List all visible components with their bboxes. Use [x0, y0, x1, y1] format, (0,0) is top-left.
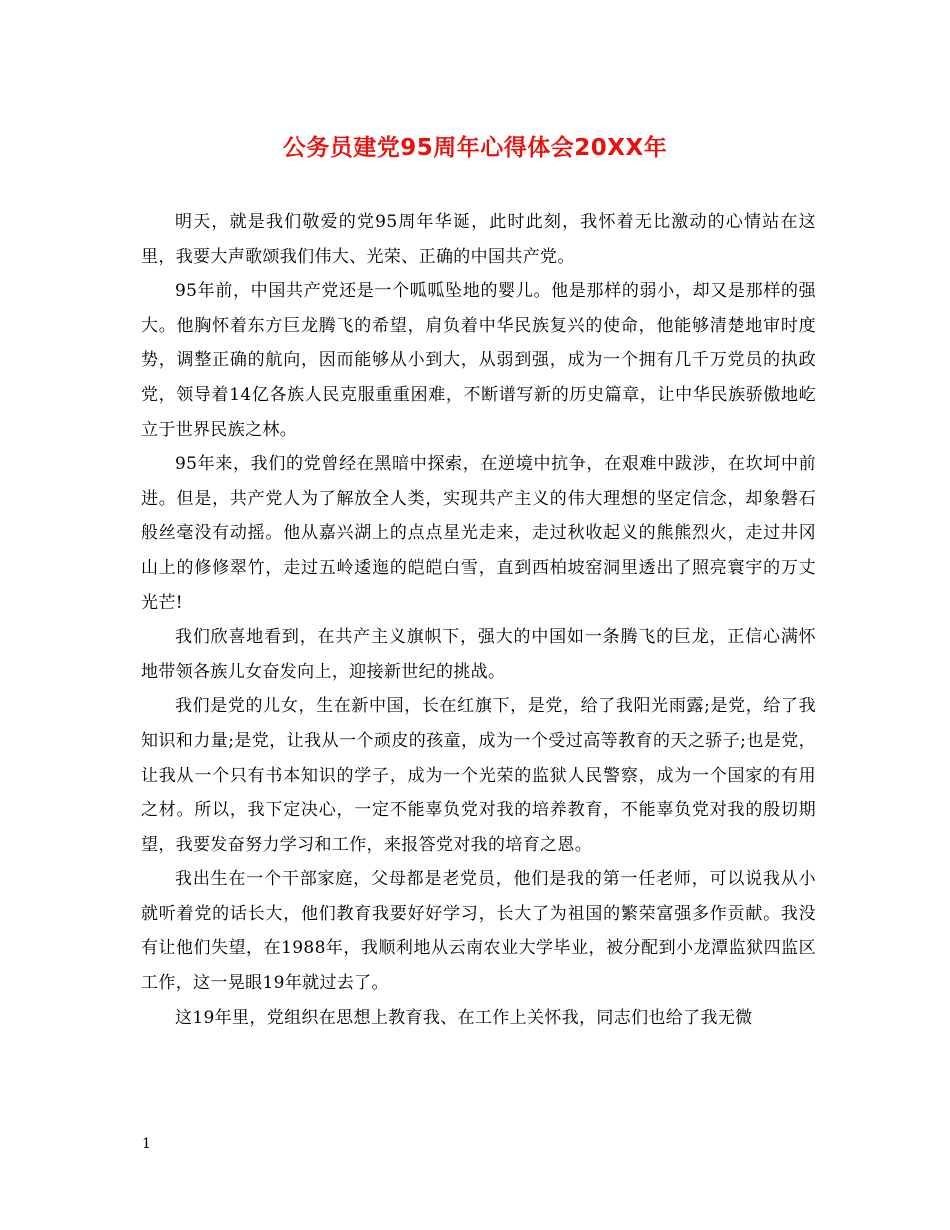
paragraph: 我们是党的儿女，生在新中国，长在红旗下，是党，给了我阳光雨露;是党，给了我知识和力量;是党，让我从一个顽皮的孩童，成为一个受过高等教育的天之骄子;也是党，让我从一个只有书本知识的学子，成为一个光荣的监狱人民警察，成为一个国家的有用之材。所以，我下定决心，一定不能辜负党对我的培养教育，不能辜负党对我的殷切期望，我要发奋努力学习和工作，来报答党对我的培育之恩。 [141, 696, 816, 855]
paragraph: 这19年里，党组织在思想上教育我、在工作上关怀我，同志们也给了我无微 [175, 1007, 753, 1028]
document-body [141, 205, 816, 1035]
paragraph: 我出生在一个干部家庭，父母都是老党员，他们是我的第一任老师，可以说我从小就听着党的话长大，他们教育我要好好学习，长大了为祖国的繁荣富强多作贡献。我没有让他们失望，在1988年，我顺利地从云南农业大学毕业，被分配到小龙潭监狱四监区工作，这一晃眼19年就过去了。 [141, 869, 816, 994]
document-title: 公务员建党95周年心得体会20XX年 [282, 135, 668, 161]
paragraph: 95年前，中国共产党还是一个呱呱坠地的婴儿。他是那样的弱小，却又是那样的强大。他胸怀着东方巨龙腾飞的希望，肩负着中华民族复兴的使命，他能够清楚地审时度势，调整正确的航向，因而能够从小到大，从弱到强，成为一个拥有几千万党员的执政党，领导着14亿各族人民克服重重困难，不断谱写新的历史篇章，让中华民族骄傲地屹立于世界民族之林。 [141, 281, 816, 440]
paragraph: 明天，就是我们敬爱的党95周年华诞，此时此刻，我怀着无比激动的心情站在这里，我要大声歌颂我们伟大、光荣、正确的中国共产党。 [141, 212, 816, 267]
paragraph: 95年来，我们的党曾经在黑暗中探索，在逆境中抗争，在艰难中跋涉，在坎坷中前进。但是，共产党人为了解放全人类，实现共产主义的伟大理想的坚定信念，却象磐石般丝毫没有动摇。他从嘉兴湖上的点点星光走来，走过秋收起义的熊熊烈火，走过井冈山上的修修翠竹，走过五岭逶迤的皑皑白雪，直到西柏坡窑洞里透出了照亮寰宇的万丈光芒! [141, 454, 816, 613]
page-number: 1 [142, 1136, 151, 1152]
paragraph: 我们欣喜地看到，在共产主义旗帜下，强大的中国如一条腾飞的巨龙，正信心满怀地带领各族儿女奋发向上，迎接新世纪的挑战。 [141, 627, 816, 682]
